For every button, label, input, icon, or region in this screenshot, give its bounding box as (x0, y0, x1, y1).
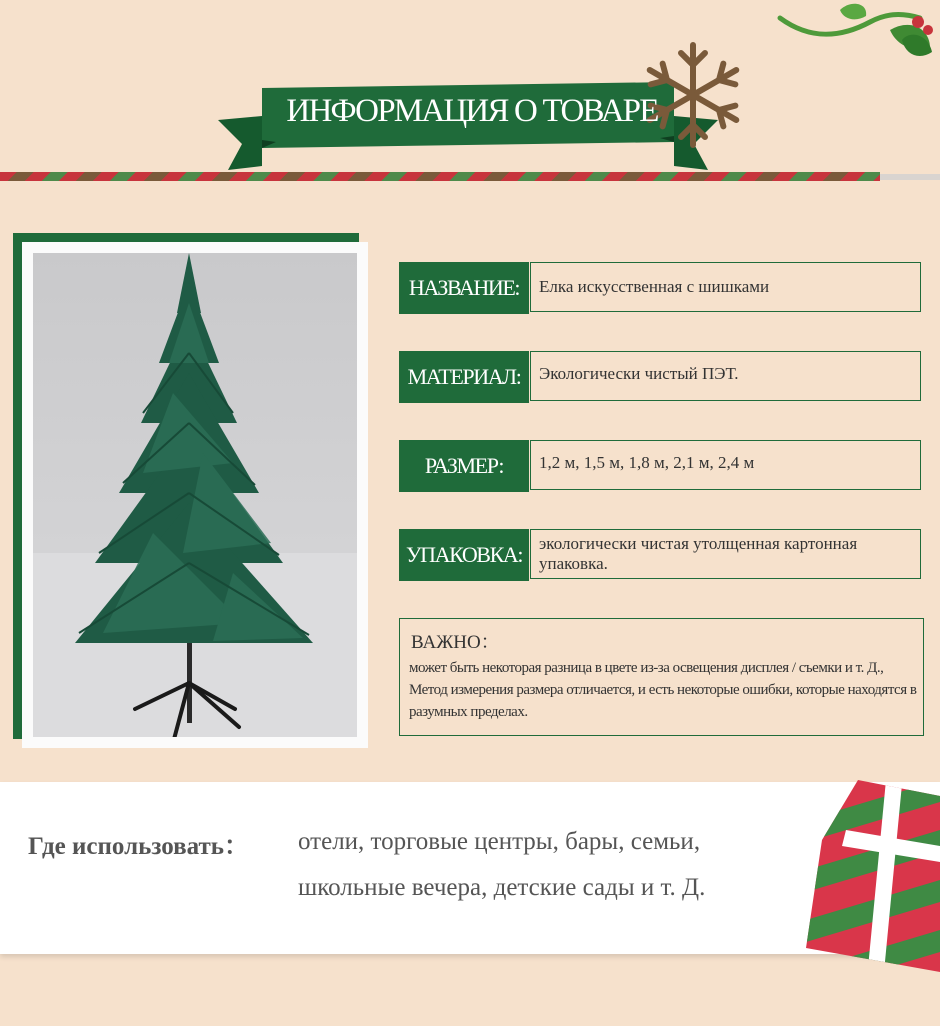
candy-stripe-divider (0, 172, 880, 181)
product-photo (33, 253, 357, 737)
stripe-end (880, 174, 940, 180)
important-note (399, 618, 924, 736)
spec-value: 1,2 м, 1,5 м, 1,8 м, 2,1 м, 2,4 м (530, 440, 921, 490)
gift-box-icon (806, 780, 940, 972)
spec-row-packaging (399, 529, 925, 581)
page-title: ИНФОРМАЦИЯ О ТОВАРЕ (286, 92, 658, 129)
christmas-tree-image (33, 253, 357, 737)
spec-label: УПАКОВКА: (399, 529, 529, 581)
usage-label: Где использовать： (28, 833, 249, 860)
spec-row-name (399, 262, 925, 314)
spec-row-material (399, 351, 925, 403)
spec-value: Экологически чистый ПЭТ. (530, 351, 921, 401)
spec-value: экологически чистая утолщенная картонная упаковка. (530, 529, 921, 579)
usage-text-line1: отели, торговые центры, бары, семьи, (298, 828, 701, 855)
spec-label: РАЗМЕР: (399, 440, 529, 492)
spec-label: НАЗВАНИЕ: (399, 262, 529, 314)
note-title: ВАЖНО： (411, 632, 500, 653)
holly-icon (770, 0, 940, 70)
usage-text-line2: школьные вечера, детские сады и т. Д. (298, 874, 706, 901)
spec-label: МАТЕРИАЛ: (399, 351, 529, 403)
usage-band (0, 782, 940, 954)
spec-value: Елка искусственная с шишками (530, 262, 921, 312)
note-text: может быть некоторая разница в цвете из-за освещения дисплея / съемки и т. Д., Метод измерения размера отличается, и есть некоторые ошибки, которые находятся в разумных пределах. (409, 660, 917, 720)
spec-row-size (399, 440, 925, 492)
